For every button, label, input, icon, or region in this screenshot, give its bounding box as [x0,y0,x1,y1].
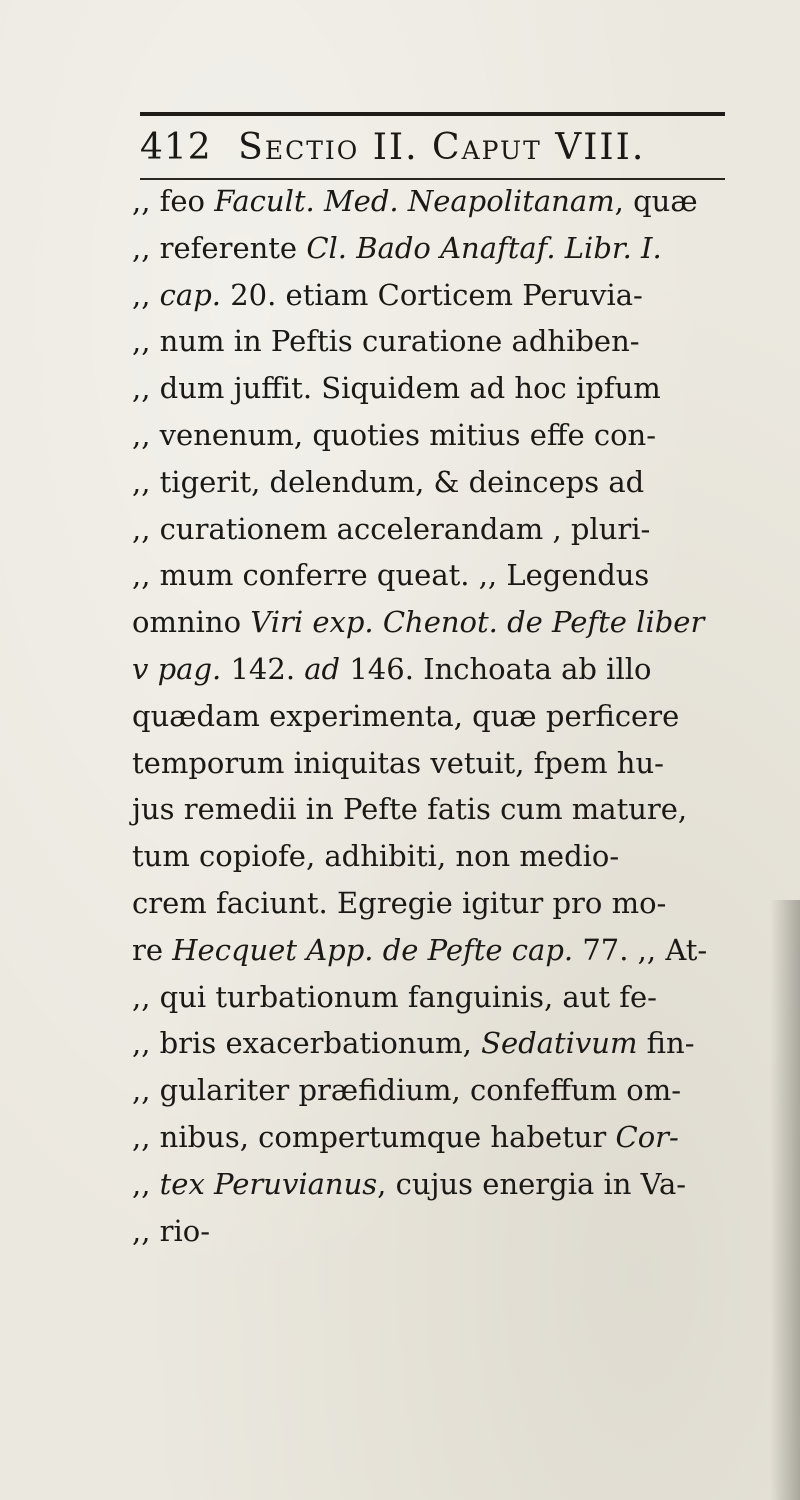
page-edge-shadow [770,900,800,1500]
text-segment: 146. Inchoata ab illo [340,651,652,686]
text-segment: ,, [132,1026,160,1061]
text-segment: dum juffit. Siquidem ad hoc ipfum [159,371,661,406]
text-segment: ,, [132,184,160,218]
header-rule [140,112,725,116]
text-segment: 20. etiam Corticem Peruvia- [220,277,643,312]
text-segment: feo [159,184,215,218]
text-line [132,178,772,225]
italic-text-segment: Facult. Med. Neapolitanam [214,184,615,218]
running-header [140,127,740,168]
text-segment: ,, [132,1073,160,1108]
text-line [132,365,772,412]
text-segment: , cujus energia in Va- [377,1166,687,1201]
page-number: 412 [140,127,212,168]
text-segment: gulariter præfidium, confeffum om- [159,1073,682,1108]
text-line [132,1020,772,1067]
text-segment: tigerit, delendum, & deinceps ad [159,464,645,499]
text-segment: nibus, compertumque habetur [159,1119,616,1154]
italic-text-segment: Sedativum [481,1026,638,1061]
text-line [132,974,772,1021]
text-segment: curationem accelerandam , pluri- [159,511,651,546]
text-segment: mum conferre queat. ,, Legendus [159,558,650,593]
text-segment: jus remedii in Pefte fatis cum mature, [132,792,688,827]
text-segment: fin- [637,1026,695,1061]
text-line [132,272,772,319]
text-segment: tum copiofe, adhibiti, non medio- [132,839,620,874]
text-segment: re [132,932,173,967]
text-segment: omnino [132,605,251,640]
text-line [132,1067,772,1114]
text-line [132,740,772,787]
text-segment: referente [159,230,307,265]
text-segment: ,, [132,558,160,593]
text-line [132,599,772,646]
italic-text-segment: Cl. Bado Anaftaf. Libr. I. [306,230,662,265]
text-segment: 77. ,, At- [573,932,708,967]
text-line [132,1208,772,1255]
text-line [132,693,772,740]
text-segment: ,, [132,1166,160,1201]
text-segment: ,, [132,277,160,312]
text-segment: ,, [132,417,160,452]
text-line [132,1114,772,1161]
text-line [132,927,772,974]
text-segment: ,, [132,230,160,265]
text-line [132,506,772,553]
body-text [132,178,772,1254]
text-segment: venenum, quoties mitius effe con- [159,417,657,452]
text-line [132,225,772,272]
italic-text-segment: v pag. [132,651,222,686]
text-line [132,318,772,365]
italic-text-segment: tex Peruvianus [159,1166,378,1201]
italic-text-segment: Hecquet App. de Pefte cap. [172,932,574,967]
text-segment: ,, [132,464,160,499]
text-segment: , quæ [614,184,698,218]
italic-text-segment: Viri exp. Chenot. de Pefte liber [250,605,705,640]
text-segment: temporum iniquitas vetuit, fpem hu- [132,745,664,780]
italic-text-segment: cap. [159,277,221,312]
text-segment: ,, [132,1119,160,1154]
text-segment: quædam experimenta, quæ perficere [132,698,680,733]
italic-text-segment: Cor- [615,1119,679,1154]
text-line [132,1161,772,1208]
text-segment: 142. [221,651,305,686]
text-segment: num in Peftis curatione adhiben- [159,324,640,359]
text-segment: ,, [132,324,160,359]
text-line [132,552,772,599]
text-segment: ,, [132,511,160,546]
text-line [132,880,772,927]
text-line [132,412,772,459]
text-segment: ,, rio- [132,1213,211,1248]
text-segment: ,, [132,371,160,406]
italic-text-segment: ad [304,651,341,686]
text-line [132,646,772,693]
text-segment: qui turbationum fanguinis, aut fe- [159,979,657,1014]
text-line [132,786,772,833]
text-segment: crem faciunt. Egregie igitur pro mo- [132,885,667,920]
text-segment: ,, [132,979,160,1014]
text-line [132,833,772,880]
text-segment: bris exacerbationum, [159,1026,482,1061]
running-title: Sectio II. Caput VIII. [238,127,646,168]
text-line [132,459,772,506]
